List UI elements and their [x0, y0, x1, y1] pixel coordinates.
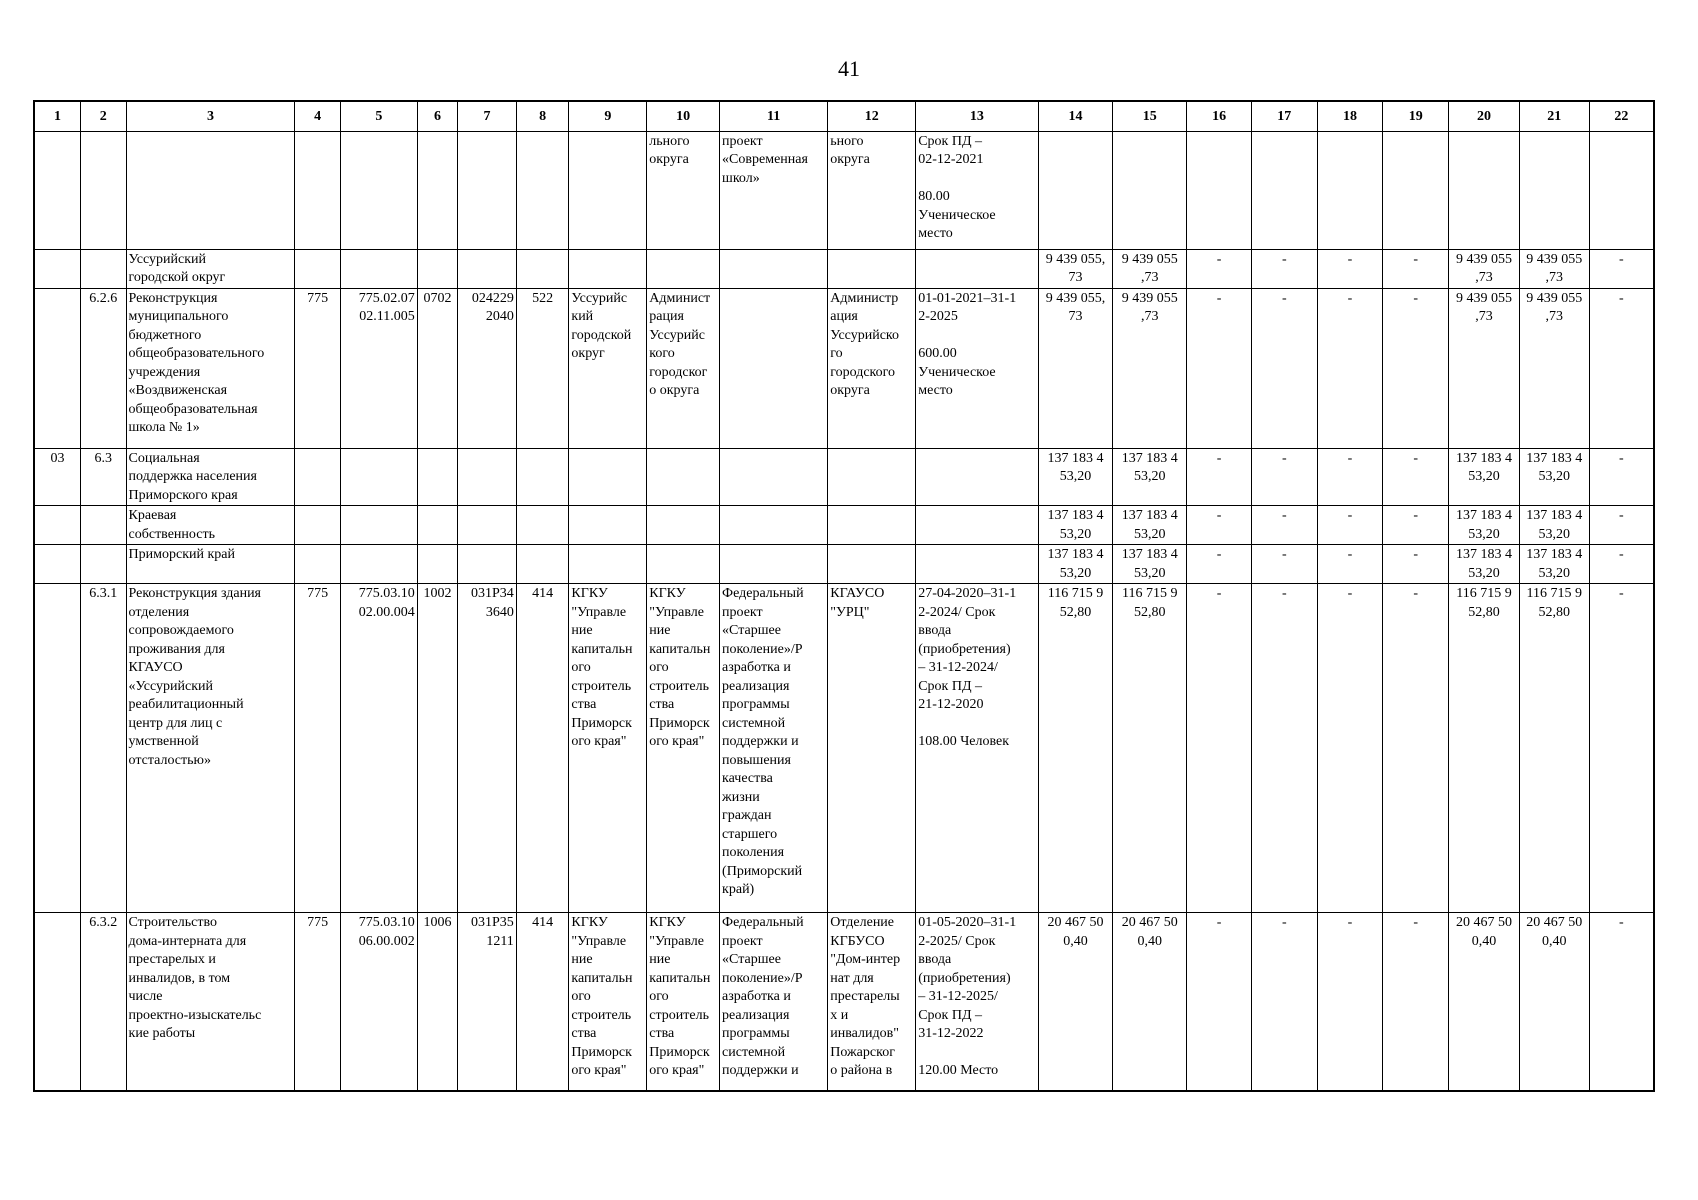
- table-cell-col-13: 01-05-2020–31-1 2-2025/ Срок ввода (приобретения) – 31-12-2025/ Срок ПД – 31-12-2022 120.00 Место: [916, 913, 1038, 1091]
- table-cell-col-16: -: [1187, 288, 1252, 448]
- table-cell-col-17: -: [1251, 288, 1317, 448]
- table-cell-col-10: КГКУ "Управле ние капитальн ого строитель ства Приморск ого края": [647, 584, 720, 913]
- column-header-5: 5: [340, 101, 417, 131]
- table-cell-col-11: [720, 506, 828, 545]
- table-cell-col-9: КГКУ "Управле ние капитальн ого строитель ства Приморск ого края": [569, 913, 647, 1091]
- column-header-9: 9: [569, 101, 647, 131]
- table-cell-col-16: [1187, 131, 1252, 249]
- table-cell-col-3: Социальная поддержка населения Приморского края: [126, 448, 295, 506]
- table-cell-col-16: -: [1187, 506, 1252, 545]
- table-cell-col-14: 20 467 50 0,40: [1038, 913, 1113, 1091]
- table-cell-col-9: [569, 131, 647, 249]
- table-cell-col-11: [720, 545, 828, 584]
- table-cell-col-10: КГКУ "Управле ние капитальн ого строитель ства Приморск ого края": [647, 913, 720, 1091]
- table-cell-col-15: 9 439 055 ,73: [1113, 288, 1187, 448]
- table-cell-col-2: 6.3.1: [81, 584, 127, 913]
- table-cell-col-3: Уссурийский городской округ: [126, 249, 295, 288]
- table-cell-col-20: 9 439 055 ,73: [1449, 249, 1520, 288]
- table-row: [34, 545, 1654, 584]
- table-cell-col-19: [1383, 131, 1449, 249]
- table-cell-col-10: [647, 545, 720, 584]
- table-cell-col-12: ьного округа: [828, 131, 916, 249]
- column-header-21: 21: [1519, 101, 1589, 131]
- table-cell-col-14: 137 183 4 53,20: [1038, 545, 1113, 584]
- table-cell-col-18: -: [1317, 584, 1383, 913]
- table-cell-col-15: [1113, 131, 1187, 249]
- table-cell-col-19: -: [1383, 584, 1449, 913]
- table-cell-col-6: 1002: [417, 584, 457, 913]
- column-header-16: 16: [1187, 101, 1252, 131]
- table-cell-col-13: [916, 545, 1038, 584]
- program-table: [33, 100, 1655, 1092]
- table-cell-col-4: 775: [295, 584, 341, 913]
- column-header-15: 15: [1113, 101, 1187, 131]
- table-cell-col-3: Приморский край: [126, 545, 295, 584]
- table-cell-col-17: [1251, 131, 1317, 249]
- table-cell-col-22: -: [1589, 249, 1654, 288]
- table-cell-col-7: [458, 448, 517, 506]
- table-cell-col-12: [828, 448, 916, 506]
- table-cell-col-1: [34, 545, 81, 584]
- table-row: [34, 448, 1654, 506]
- table-cell-col-19: -: [1383, 288, 1449, 448]
- table-row: [34, 131, 1654, 249]
- table-cell-col-5: [340, 545, 417, 584]
- table-cell-col-16: -: [1187, 913, 1252, 1091]
- table-cell-col-8: 414: [516, 913, 569, 1091]
- table-cell-col-9: [569, 545, 647, 584]
- table-cell-col-10: льного округа: [647, 131, 720, 249]
- table-cell-col-2: [81, 545, 127, 584]
- table-cell-col-4: [295, 506, 341, 545]
- table-cell-col-3: Реконструкция здания отделения сопровождаемого проживания для КГАУСО «Уссурийский реабилитационный центр для лиц с умственной отсталостью»: [126, 584, 295, 913]
- table-cell-col-18: -: [1317, 288, 1383, 448]
- column-header-11: 11: [720, 101, 828, 131]
- table-cell-col-16: -: [1187, 545, 1252, 584]
- table-cell-col-18: -: [1317, 506, 1383, 545]
- header-row: [34, 101, 1654, 131]
- table-cell-col-4: [295, 545, 341, 584]
- table-cell-col-19: -: [1383, 448, 1449, 506]
- table-cell-col-16: -: [1187, 584, 1252, 913]
- table-cell-col-16: -: [1187, 249, 1252, 288]
- table-cell-col-8: 522: [516, 288, 569, 448]
- table-cell-col-4: [295, 249, 341, 288]
- table-cell-col-21: 116 715 9 52,80: [1519, 584, 1589, 913]
- table-cell-col-1: [34, 288, 81, 448]
- table-cell-col-9: Уссурийс кий городской округ: [569, 288, 647, 448]
- table-cell-col-21: [1519, 131, 1589, 249]
- table-cell-col-17: -: [1251, 545, 1317, 584]
- table-cell-col-11: проект «Современная школ»: [720, 131, 828, 249]
- table-cell-col-1: [34, 506, 81, 545]
- table-cell-col-3: [126, 131, 295, 249]
- table-cell-col-9: [569, 506, 647, 545]
- table-cell-col-20: 137 183 4 53,20: [1449, 545, 1520, 584]
- table-cell-col-2: [81, 131, 127, 249]
- table-cell-col-20: 137 183 4 53,20: [1449, 448, 1520, 506]
- table-cell-col-22: [1589, 131, 1654, 249]
- table-cell-col-22: -: [1589, 584, 1654, 913]
- table-cell-col-6: [417, 448, 457, 506]
- table-cell-col-6: [417, 131, 457, 249]
- table-cell-col-13: [916, 249, 1038, 288]
- table-cell-col-12: Администр ация Уссурийско го городского округа: [828, 288, 916, 448]
- table-cell-col-19: -: [1383, 545, 1449, 584]
- table-cell-col-15: 137 183 4 53,20: [1113, 448, 1187, 506]
- table-cell-col-4: 775: [295, 913, 341, 1091]
- table-cell-col-1: [34, 913, 81, 1091]
- table-row: [34, 288, 1654, 448]
- table-cell-col-22: -: [1589, 545, 1654, 584]
- table-cell-col-2: [81, 506, 127, 545]
- table-cell-col-13: Срок ПД – 02-12-2021 80.00 Ученическое место: [916, 131, 1038, 249]
- table-cell-col-10: [647, 506, 720, 545]
- table-cell-col-17: -: [1251, 448, 1317, 506]
- table-cell-col-20: 9 439 055 ,73: [1449, 288, 1520, 448]
- table-cell-col-17: -: [1251, 249, 1317, 288]
- table-cell-col-20: [1449, 131, 1520, 249]
- table-cell-col-7: 024229 2040: [458, 288, 517, 448]
- table-cell-col-22: -: [1589, 288, 1654, 448]
- table-cell-col-5: [340, 249, 417, 288]
- table-cell-col-13: 01-01-2021–31-1 2-2025 600.00 Ученическое место: [916, 288, 1038, 448]
- table-cell-col-4: [295, 448, 341, 506]
- column-header-8: 8: [516, 101, 569, 131]
- table-cell-col-17: -: [1251, 584, 1317, 913]
- table-cell-col-10: [647, 448, 720, 506]
- table-cell-col-14: 137 183 4 53,20: [1038, 448, 1113, 506]
- table-cell-col-11: [720, 249, 828, 288]
- column-header-2: 2: [81, 101, 127, 131]
- table-cell-col-21: 9 439 055 ,73: [1519, 288, 1589, 448]
- table-cell-col-11: [720, 448, 828, 506]
- table-cell-col-11: [720, 288, 828, 448]
- column-header-18: 18: [1317, 101, 1383, 131]
- table-cell-col-9: [569, 448, 647, 506]
- table-cell-col-6: [417, 249, 457, 288]
- table-cell-col-16: -: [1187, 448, 1252, 506]
- table-cell-col-1: [34, 131, 81, 249]
- table-cell-col-15: 20 467 50 0,40: [1113, 913, 1187, 1091]
- table-cell-col-15: 137 183 4 53,20: [1113, 545, 1187, 584]
- table-cell-col-6: 0702: [417, 288, 457, 448]
- table-cell-col-8: 414: [516, 584, 569, 913]
- table-cell-col-21: 137 183 4 53,20: [1519, 506, 1589, 545]
- table-cell-col-5: [340, 448, 417, 506]
- table-cell-col-12: [828, 506, 916, 545]
- table-cell-col-18: -: [1317, 249, 1383, 288]
- table-cell-col-5: 775.03.10 02.00.004: [340, 584, 417, 913]
- table-cell-col-8: [516, 545, 569, 584]
- column-header-12: 12: [828, 101, 916, 131]
- table-cell-col-20: 20 467 50 0,40: [1449, 913, 1520, 1091]
- table-cell-col-5: [340, 131, 417, 249]
- table-cell-col-11: Федеральный проект «Старшее поколение»/Р азработка и реализация программы системной поддержки и повышения качества жизни граждан старшего поколения (Приморский край): [720, 584, 828, 913]
- table-cell-col-18: -: [1317, 545, 1383, 584]
- table-row: [34, 249, 1654, 288]
- column-header-19: 19: [1383, 101, 1449, 131]
- table-cell-col-5: 775.02.07 02.11.005: [340, 288, 417, 448]
- table-cell-col-21: 137 183 4 53,20: [1519, 448, 1589, 506]
- table-cell-col-18: -: [1317, 448, 1383, 506]
- table-cell-col-7: [458, 131, 517, 249]
- column-header-7: 7: [458, 101, 517, 131]
- table-cell-col-3: Строительство дома-интерната для престарелых и инвалидов, в том числе проектно-изыскательс кие работы: [126, 913, 295, 1091]
- table-cell-col-2: [81, 249, 127, 288]
- table-cell-col-6: 1006: [417, 913, 457, 1091]
- table-cell-col-12: [828, 249, 916, 288]
- table-cell-col-5: 775.03.10 06.00.002: [340, 913, 417, 1091]
- table-cell-col-10: Админист рация Уссурийс кого городског о округа: [647, 288, 720, 448]
- table-cell-col-13: 27-04-2020–31-1 2-2024/ Срок ввода (приобретения) – 31-12-2024/ Срок ПД – 21-12-2020 108.00 Человек: [916, 584, 1038, 913]
- table-cell-col-12: Отделение КГБУСО "Дом-интер нат для престарелы х и инвалидов" Пожарског о района в: [828, 913, 916, 1091]
- table-cell-col-15: 9 439 055 ,73: [1113, 249, 1187, 288]
- table-cell-col-2: 6.2.6: [81, 288, 127, 448]
- table-cell-col-12: КГАУСО "УРЦ": [828, 584, 916, 913]
- table-cell-col-20: 116 715 9 52,80: [1449, 584, 1520, 913]
- column-header-20: 20: [1449, 101, 1520, 131]
- table-cell-col-20: 137 183 4 53,20: [1449, 506, 1520, 545]
- table-cell-col-14: 137 183 4 53,20: [1038, 506, 1113, 545]
- table-cell-col-3: Краевая собственность: [126, 506, 295, 545]
- table-row: [34, 584, 1654, 913]
- table-cell-col-2: 6.3.2: [81, 913, 127, 1091]
- table-cell-col-21: 20 467 50 0,40: [1519, 913, 1589, 1091]
- column-header-10: 10: [647, 101, 720, 131]
- table-cell-col-6: [417, 506, 457, 545]
- table-cell-col-7: [458, 545, 517, 584]
- table-cell-col-18: [1317, 131, 1383, 249]
- table-cell-col-4: 775: [295, 288, 341, 448]
- column-header-3: 3: [126, 101, 295, 131]
- table-cell-col-8: [516, 448, 569, 506]
- table-cell-col-18: -: [1317, 913, 1383, 1091]
- table-cell-col-13: [916, 448, 1038, 506]
- column-header-4: 4: [295, 101, 341, 131]
- table-cell-col-7: [458, 249, 517, 288]
- table-cell-col-22: -: [1589, 913, 1654, 1091]
- column-header-14: 14: [1038, 101, 1113, 131]
- table-cell-col-7: [458, 506, 517, 545]
- table-cell-col-1: 03: [34, 448, 81, 506]
- table-cell-col-21: 9 439 055 ,73: [1519, 249, 1589, 288]
- table-cell-col-1: [34, 249, 81, 288]
- column-header-22: 22: [1589, 101, 1654, 131]
- table-cell-col-3: Реконструкция муниципального бюджетного общеобразовательного учреждения «Воздвиженская общеобразовательная школа № 1»: [126, 288, 295, 448]
- table-row: [34, 913, 1654, 1091]
- table-cell-col-14: 9 439 055, 73: [1038, 288, 1113, 448]
- table-cell-col-9: КГКУ "Управле ние капитальн ого строитель ства Приморск ого края": [569, 584, 647, 913]
- table-cell-col-22: -: [1589, 448, 1654, 506]
- table-cell-col-17: -: [1251, 506, 1317, 545]
- table-cell-col-10: [647, 249, 720, 288]
- table-cell-col-15: 116 715 9 52,80: [1113, 584, 1187, 913]
- table-cell-col-8: [516, 506, 569, 545]
- table-cell-col-8: [516, 131, 569, 249]
- table-cell-col-14: 116 715 9 52,80: [1038, 584, 1113, 913]
- table-cell-col-1: [34, 584, 81, 913]
- table-cell-col-19: -: [1383, 249, 1449, 288]
- table-cell-col-2: 6.3: [81, 448, 127, 506]
- table-cell-col-15: 137 183 4 53,20: [1113, 506, 1187, 545]
- table-cell-col-7: 031Р35 1211: [458, 913, 517, 1091]
- table-row: [34, 506, 1654, 545]
- page-number: 41: [838, 56, 860, 81]
- table-cell-col-6: [417, 545, 457, 584]
- table-cell-col-4: [295, 131, 341, 249]
- table-cell-col-11: Федеральный проект «Старшее поколение»/Р азработка и реализация программы системной поддержки и: [720, 913, 828, 1091]
- table-cell-col-19: -: [1383, 913, 1449, 1091]
- table-cell-col-9: [569, 249, 647, 288]
- table-cell-col-7: 031Р34 3640: [458, 584, 517, 913]
- table-cell-col-19: -: [1383, 506, 1449, 545]
- table-cell-col-14: [1038, 131, 1113, 249]
- column-header-13: 13: [916, 101, 1038, 131]
- table-cell-col-8: [516, 249, 569, 288]
- column-header-1: 1: [34, 101, 81, 131]
- table-cell-col-21: 137 183 4 53,20: [1519, 545, 1589, 584]
- table-cell-col-12: [828, 545, 916, 584]
- table-cell-col-22: -: [1589, 506, 1654, 545]
- table-cell-col-17: -: [1251, 913, 1317, 1091]
- table-cell-col-13: [916, 506, 1038, 545]
- table-cell-col-5: [340, 506, 417, 545]
- column-header-17: 17: [1251, 101, 1317, 131]
- table-cell-col-14: 9 439 055, 73: [1038, 249, 1113, 288]
- column-header-6: 6: [417, 101, 457, 131]
